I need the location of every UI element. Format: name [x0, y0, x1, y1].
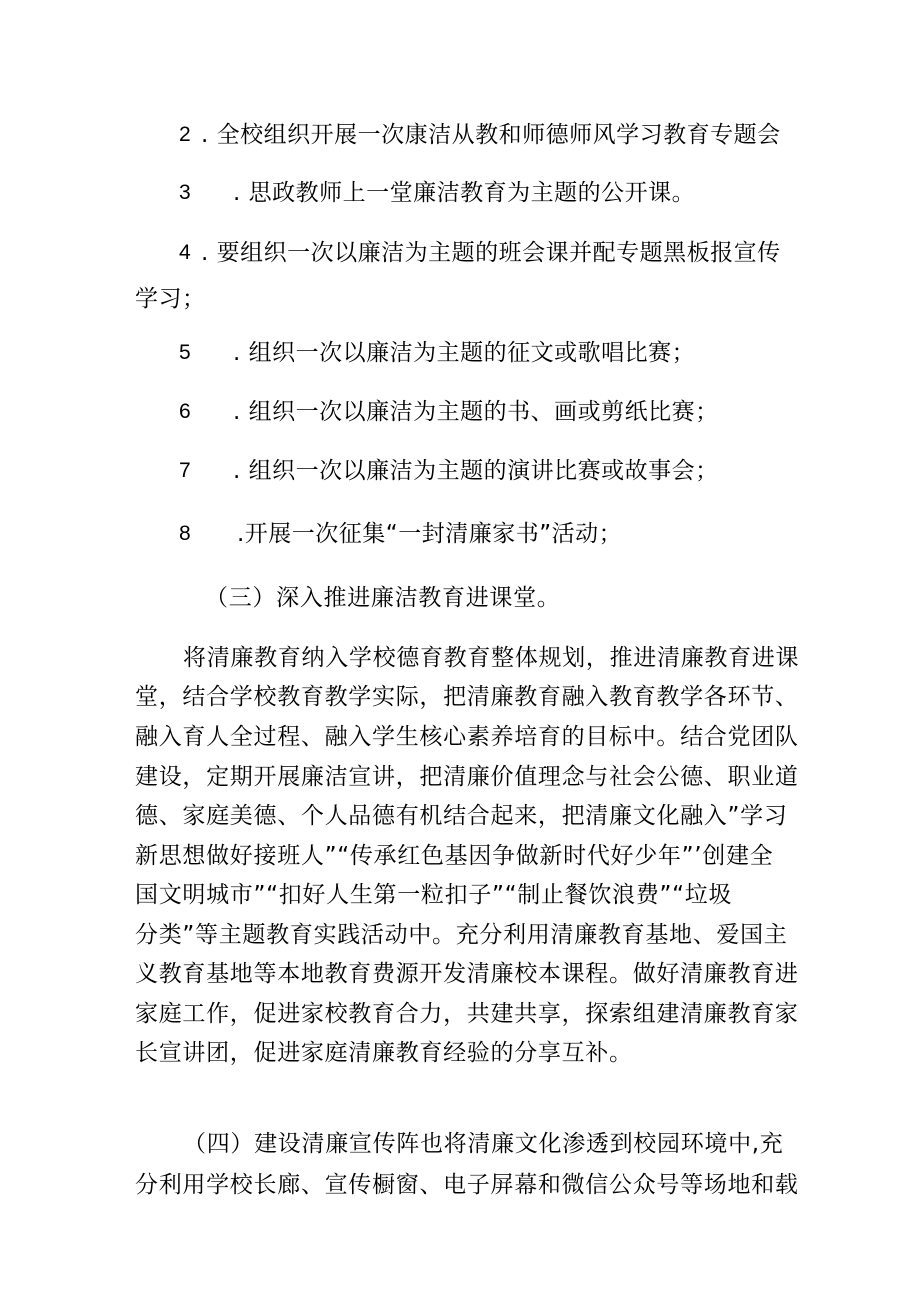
list-item-text: . 思政教师上一堂廉洁教育为主题的公开课。: [233, 180, 696, 206]
paragraph-line: 德、家庭美德、个人品德有机结合起来，把清廉文化融入”学习: [135, 803, 788, 829]
paragraph-line: 长宣讲团，促进家庭清廉教育经验的分享互补。: [135, 1040, 633, 1066]
list-item-text: . 要组织一次以廉洁为主题的班会课并配专题黑板报宣传: [201, 240, 781, 266]
list-item-text: . 组织一次以廉洁为主题的书、画或剪纸比赛；: [233, 399, 719, 425]
section-heading: （三）深入推进廉洁教育进课堂。: [205, 585, 561, 611]
list-item-text: . 组织一次以廉洁为主题的演讲比赛或故事会；: [233, 458, 719, 484]
paragraph-line: 融入育人全过程、融入学生核心素养培育的目标中。结合党团队: [135, 724, 799, 750]
list-item-number: 8: [179, 522, 192, 545]
list-item-text: . 全校组织开展一次康洁从教和师德师风学习教育专题会: [201, 122, 781, 148]
list-item-number: 3: [179, 181, 192, 204]
paragraph-line: 堂，结合学校教育教学实际，把清廉教育融入教育教学各环节、: [135, 684, 799, 710]
paragraph-line: （四）建设清廉宣传阵也将清廉文化渗透到校园环境中,充: [183, 1131, 784, 1157]
list-item-number: 5: [179, 341, 192, 364]
list-item-number: 2: [179, 123, 192, 146]
paragraph-line: 将清廉教育纳入学校德育教育整体规划，推进清廉教育进课: [183, 645, 800, 671]
paragraph-line: 建设，定期开展廉洁宣讲，把清廉价值理念与社会公德、职业道: [135, 764, 799, 790]
list-item-number: 7: [179, 459, 192, 482]
paragraph-line: 新思想做好接班人”“传承红色基因争做新时代好少年”’创建全: [135, 843, 774, 869]
list-item-text: . 组织一次以廉洁为主题的征文或歌唱比赛；: [233, 340, 696, 366]
list-item-number: 4: [179, 241, 192, 264]
paragraph-line: 分类”等主题教育实践活动中。充分利用清廉教育基地、爱国主: [135, 922, 788, 948]
paragraph-line: 家庭工作，促进家校教育合力，共建共享，探索组建清廉教育家: [135, 1001, 799, 1027]
list-item-text: 学习；: [135, 286, 206, 312]
list-item-text: .开展一次征集“一封清廉家书”活动；: [237, 521, 623, 547]
list-item-number: 6: [179, 400, 192, 423]
paragraph-line: 分利用学校长廊、宣传橱窗、电子屏幕和微信公众号等场地和载: [135, 1172, 799, 1198]
paragraph-line: 义教育基地等本地教育费源开发清廉校本课程。做好清廉教育进: [135, 961, 799, 987]
paragraph-line: 国文明城市”“扣好人生第一粒扣子”“制止餐饮浪费”“垃圾: [135, 882, 733, 908]
